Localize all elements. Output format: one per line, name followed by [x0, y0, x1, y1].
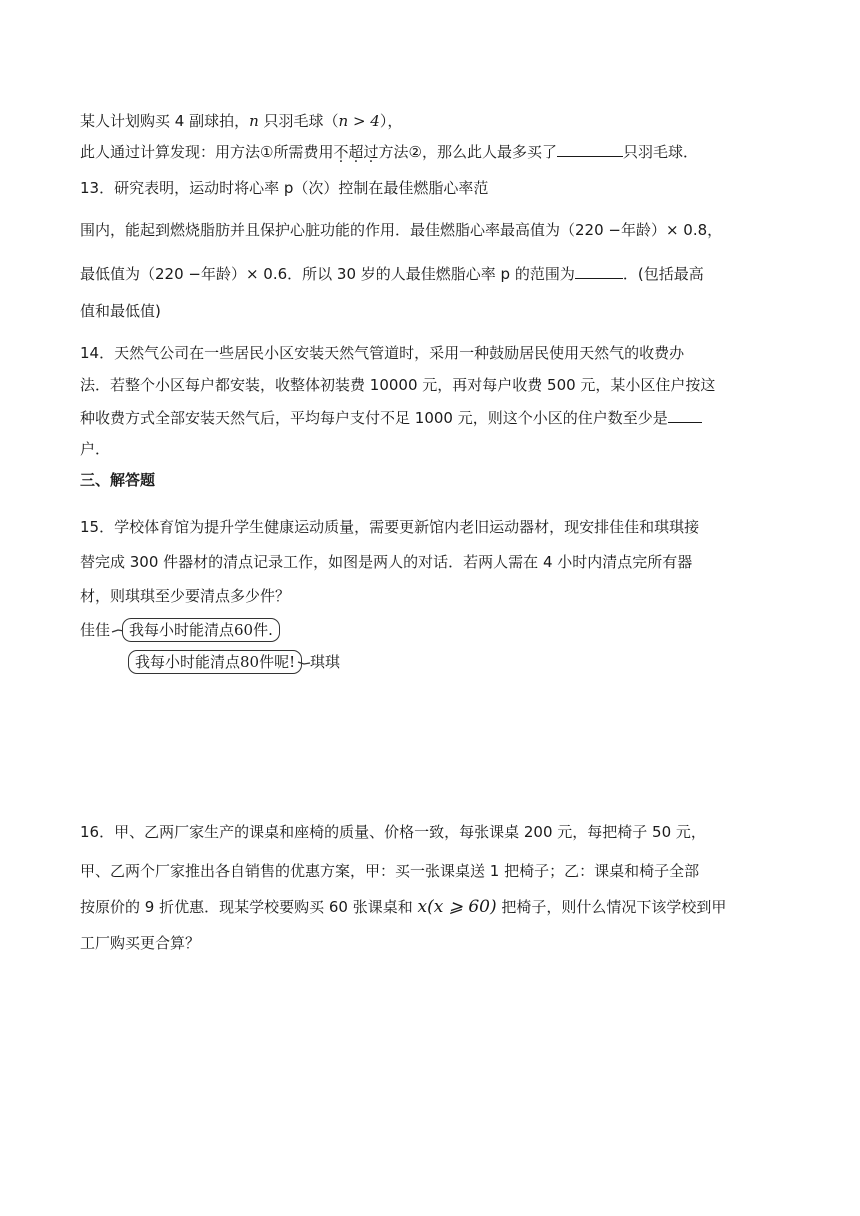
- connector-line: [298, 656, 310, 670]
- problem15-line1: 15．学校体育馆为提升学生健康运动质量，需要更新馆内老旧运动器材，现安排佳佳和琪琪接: [80, 518, 700, 536]
- text: 按原价的 9 折优惠．现某学校要购买 60 张课桌和: [80, 898, 418, 916]
- speech-bubble-qiqi: 我每小时能清点80件呢!: [128, 650, 302, 674]
- math-condition: n > 4: [338, 112, 380, 130]
- text: 只羽毛球．: [622, 143, 698, 161]
- speech-bubble-jiajia: 我每小时能清点60件.: [122, 618, 280, 642]
- emphasis-char: 不: [333, 143, 349, 161]
- problem16-line2: 甲、乙两个厂家推出各自销售的优惠方案，甲：买一张课桌送 1 把椅子；乙：课桌和椅子全部: [80, 862, 700, 880]
- problem13-line2: 围内，能起到燃烧脂肪并且保护心脏功能的作用．最佳燃脂心率最高值为（220 −年龄）× 0.8，: [80, 221, 723, 239]
- problem16-line4: 工厂购买更合算？: [80, 934, 201, 952]
- emphasis-char: 超: [348, 143, 364, 161]
- text: 种收费方式全部安装天然气后，平均每户支付不足 1000 元，则这个小区的住户数至少是: [80, 409, 668, 427]
- text: 最低值为（220 −年龄）× 0.6．所以 30 岁的人最佳燃脂心率 p 的范围为: [80, 265, 575, 283]
- math-expression: x(x ⩾ 60): [417, 897, 497, 917]
- answer-blank[interactable]: [575, 264, 623, 279]
- text: 某人计划购买 4 副球拍，: [80, 112, 250, 130]
- problem12-line2: [80, 142, 698, 162]
- problem13-line3: [80, 264, 704, 284]
- problem14-line4: 户．: [80, 440, 111, 458]
- text: ），: [379, 112, 403, 130]
- section-title: 三、解答题: [80, 471, 156, 489]
- speaker-jiajia: 佳佳: [80, 621, 111, 639]
- answer-blank[interactable]: [668, 408, 702, 423]
- problem16-line1: 16．甲、乙两厂家生产的课桌和座椅的质量、价格一致，每张课桌 200 元，每把椅子 50 元，: [80, 823, 706, 841]
- text: 此人通过计算发现：用方法①所需费用: [80, 143, 334, 161]
- text: 方法②，那么此人最多买了: [378, 143, 557, 161]
- problem16-line3: [80, 897, 726, 917]
- problem15-line2: 替完成 300 件器材的清点记录工作，如图是两人的对话．若两人需在 4 小时内清点完所有器: [80, 553, 693, 571]
- emphasis-char: 过: [363, 143, 379, 161]
- problem13-line1: 13．研究表明，运动时将心率 p（次）控制在最佳燃脂心率范: [80, 179, 489, 197]
- problem14-line2: 法．若整个小区每户都安装，收整体初装费 10000 元，再对每户收费 500 元，某小区住户按这: [80, 376, 716, 394]
- text: 只羽毛球（: [258, 112, 339, 130]
- answer-blank[interactable]: [557, 142, 623, 157]
- problem13-line4: 值和最低值): [80, 302, 161, 320]
- problem12-line1: [80, 111, 402, 131]
- problem14-line1: 14．天然气公司在一些居民小区安装天然气管道时，采用一种鼓励居民使用天然气的收费办: [80, 344, 685, 362]
- problem14-line3: [80, 408, 702, 428]
- text: ．(包括最高: [622, 265, 704, 283]
- text: 把椅子，则什么情况下该学校到甲: [496, 898, 727, 916]
- math-n: n: [249, 112, 259, 130]
- problem15-line3: 材，则琪琪至少要清点多少件？: [80, 587, 291, 605]
- speaker-qiqi: 琪琪: [310, 653, 341, 671]
